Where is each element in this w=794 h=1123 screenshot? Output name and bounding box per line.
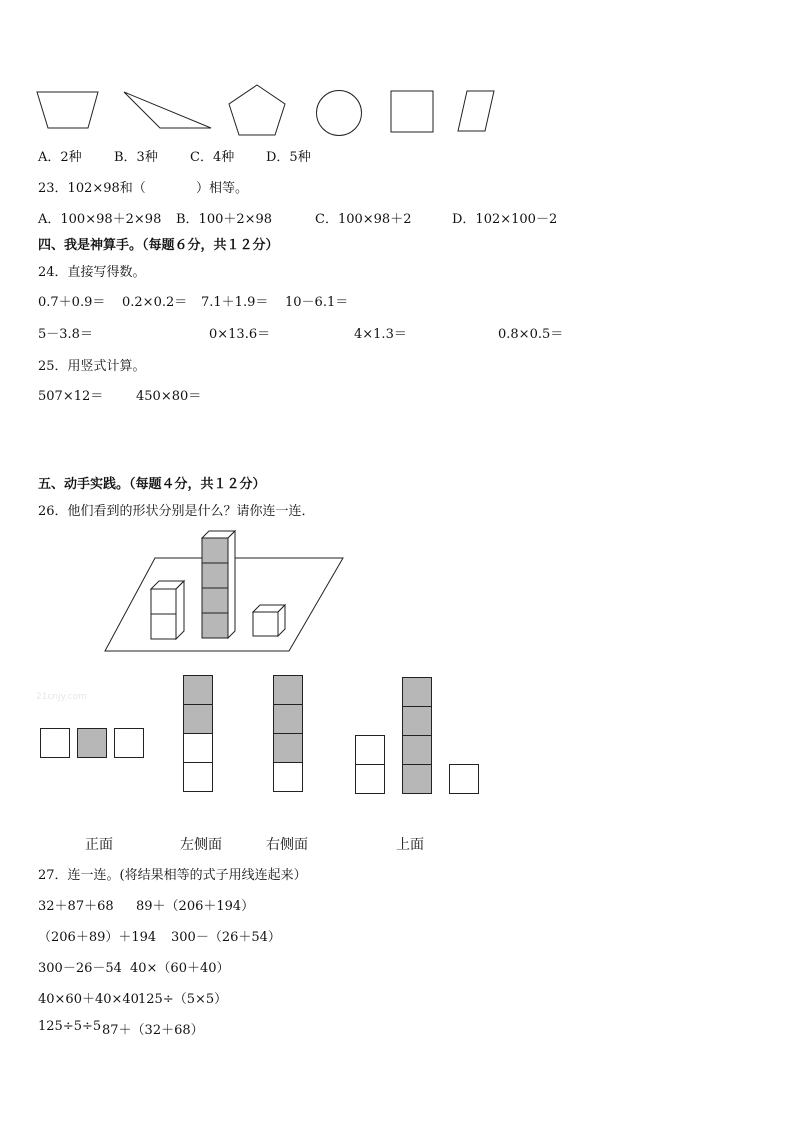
q24-item: 0.8×0.5＝ — [498, 327, 564, 342]
q25-item: 450×80＝ — [136, 389, 202, 404]
q24-item: 4×1.3＝ — [354, 327, 407, 342]
q27-right-expr[interactable]: 89＋（206＋194） — [136, 899, 255, 914]
q24-item: 7.1＋1.9＝ — [201, 295, 269, 310]
q24-item: 0.7＋0.9＝ — [38, 295, 106, 310]
watermark: 21cnjy.com — [36, 692, 87, 702]
single-cube — [253, 605, 285, 636]
view-label-top[interactable]: 上面 — [396, 837, 424, 853]
q27-right-expr[interactable]: 40×（60＋40） — [130, 961, 230, 976]
q24-item: 5－3.8＝ — [38, 327, 93, 342]
q23-option-a: A．100×98＋2×98 — [38, 212, 162, 227]
q23-option-d: D．102×100－2 — [452, 212, 558, 227]
q27-right-expr[interactable]: 87＋（32＋68） — [102, 1023, 204, 1038]
q27-stem: 27．连一连。(将结果相等的式子用线连起来） — [38, 868, 307, 883]
shape-triangle — [122, 90, 214, 132]
q26-stem: 26．他们看到的形状分别是什么？请你连一连． — [38, 504, 315, 519]
cube-scene — [100, 528, 350, 656]
shape-square — [390, 90, 436, 134]
shape-pentagon — [228, 84, 288, 138]
q27-left-expr[interactable]: 125÷5÷5 — [38, 1019, 102, 1034]
q23-stem-end: ）相等。 — [196, 181, 249, 196]
shape-parallelogram — [457, 90, 497, 134]
q25-item: 507×12＝ — [38, 389, 104, 404]
view-label-left-side[interactable]: 左侧面 — [180, 837, 222, 853]
double-cube-stack — [151, 581, 184, 639]
view-label-front[interactable]: 正面 — [85, 837, 113, 853]
q24-stem: 24．直接写得数。 — [38, 265, 146, 280]
q25-stem: 25．用竖式计算。 — [38, 359, 146, 374]
q27-left-expr[interactable]: 32＋87＋68 — [38, 899, 114, 914]
q27-right-expr[interactable]: 300－（26＋54） — [171, 930, 281, 945]
q27-right-expr[interactable]: 125÷（5×5） — [138, 992, 228, 1007]
q24-item: 10－6.1＝ — [285, 295, 349, 310]
q23-option-c: C．100×98＋2 — [315, 212, 412, 227]
q22-option-a: A．2种 — [38, 150, 82, 165]
q27-left-expr[interactable]: 40×60＋40×40 — [38, 992, 139, 1007]
section-4-heading: 四、我是神算手。（每题６分，共１２分） — [38, 238, 279, 253]
view-label-right-side[interactable]: 右侧面 — [266, 837, 308, 853]
q24-item: 0×13.6＝ — [209, 327, 271, 342]
tall-cube-stack — [202, 531, 235, 638]
q27-left-expr[interactable]: （206＋89）＋194 — [38, 930, 157, 945]
q22-option-b: B．3种 — [114, 150, 158, 165]
shape-circle — [315, 90, 365, 138]
q23-stem-start: 23．102×98和（ — [38, 181, 146, 196]
q22-option-d: D．5种 — [266, 150, 311, 165]
section-5-heading: 五、动手实践。（每题４分，共１２分） — [38, 477, 266, 492]
q23-option-b: B．100＋2×98 — [176, 212, 273, 227]
q22-option-c: C．4种 — [190, 150, 235, 165]
q24-item: 0.2×0.2＝ — [122, 295, 188, 310]
shape-trapezoid — [36, 90, 100, 132]
q27-left-expr[interactable]: 300－26－54 — [38, 961, 122, 976]
